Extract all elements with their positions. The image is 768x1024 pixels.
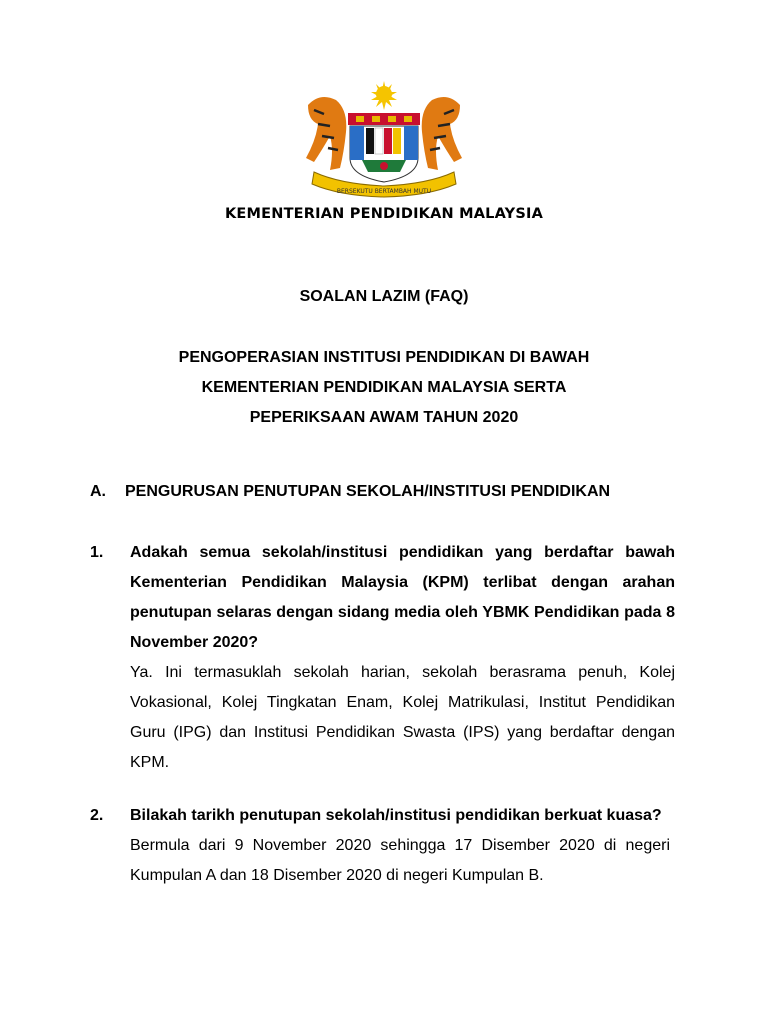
section-letter: A. bbox=[90, 483, 106, 500]
question-number: 1. bbox=[90, 544, 104, 561]
faq-title: SOALAN LAZIM (FAQ) bbox=[299, 288, 469, 305]
section-heading bbox=[90, 483, 610, 501]
question-text: Bilakah tarikh penutupan sekolah/institusi pendidikan berkuat kuasa? bbox=[130, 807, 662, 824]
document-title-line: PENGOPERASIAN INSTITUSI PENDIDIKAN DI BAWAH bbox=[178, 349, 590, 366]
crest-motto: BERSEKUTU BERTAMBAH MUTU bbox=[336, 188, 432, 195]
question-number: 2. bbox=[90, 807, 104, 824]
document-title bbox=[0, 343, 768, 433]
document-title-line: KEMENTERIAN PENDIDIKAN MALAYSIA SERTA bbox=[201, 379, 567, 396]
faq-item bbox=[90, 801, 670, 891]
faq-item bbox=[90, 538, 675, 778]
coat-of-arms-logo bbox=[300, 80, 468, 198]
section-title: PENGURUSAN PENUTUPAN SEKOLAH/INSTITUSI PENDIDIKAN bbox=[125, 483, 611, 500]
answer-text: Bermula dari 9 November 2020 sehingga 17 Disember 2020 di negeri Kumpulan A dan 18 Disember 2020 di negeri Kumpulan B. bbox=[130, 837, 670, 884]
question-text: Adakah semua sekolah/institusi pendidikan yang berdaftar bawah Kementerian Pendidikan Malaysia (KPM) terlibat dengan arahan penutupan selaras dengan sidang media oleh YBMK Pendidikan pada 8 November 2020? bbox=[130, 544, 675, 651]
document-title-line: PEPERIKSAAN AWAM TAHUN 2020 bbox=[249, 409, 519, 426]
answer-text: Ya. Ini termasuklah sekolah harian, sekolah berasrama penuh, Kolej Vokasional, Kolej Tingkatan Enam, Kolej Matrikulasi, Institut Pendidikan Guru (IPG) dan Institusi Pendidikan Swasta (IPS) yang berdaftar dengan KPM. bbox=[130, 664, 675, 771]
ministry-name: KEMENTERIAN PENDIDIKAN MALAYSIA bbox=[224, 206, 544, 222]
